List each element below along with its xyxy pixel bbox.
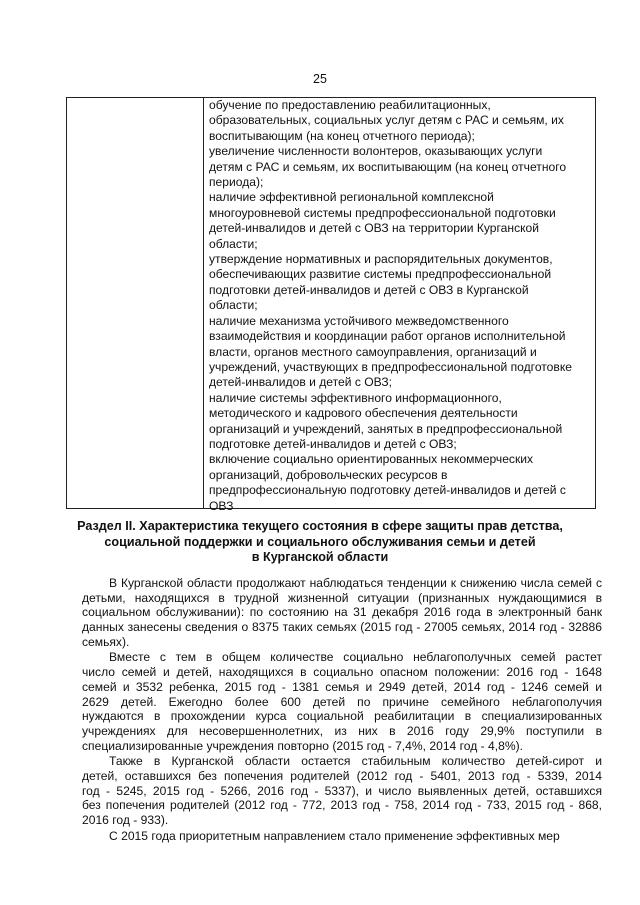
section-title-line: социальной поддержки и социального обслуживания семьи и детей — [104, 534, 536, 549]
table-text-line: области; — [209, 236, 258, 251]
page-number: 25 — [313, 72, 327, 86]
paragraph-line: С 2015 года приоритетным направлением стало применение эффективных мер — [109, 828, 560, 843]
table-text-line: увеличение численности волонтеров, оказывающих услуги — [209, 144, 543, 159]
table-text-line: подготовки детей-инвалидов и детей с ОВЗ в Курганской — [209, 282, 529, 297]
paragraph-line: 2629 детей. Ежегодно более 600 детей по причине семейного неблагополучия — [82, 694, 602, 709]
paragraph-line: год - 5245, 2015 год - 5266, 2016 год - 5337), и число выявленных детей, оставшихся — [82, 783, 602, 798]
paragraph — [82, 754, 602, 827]
table-text-line: подготовке детей-инвалидов и детей с ОВЗ; — [209, 436, 457, 451]
paragraph-line: число семей и детей, находящихся в социально опасном положении: 2016 год - 1648 — [82, 665, 602, 680]
paragraph-line: 2016 год - 933). — [82, 813, 169, 827]
table-text-line: детей-инвалидов и детей с ОВЗ на территории Курганской — [209, 221, 540, 236]
table-text-line: области; — [209, 298, 258, 313]
table-text-line: детям с РАС и семьям, их воспитывающим (на конец отчетного — [209, 159, 567, 174]
table-text-line: включение социально ориентированных некоммерческих — [209, 452, 534, 467]
table-text-line: обеспечивающих развитие системы предпрофессиональной — [209, 267, 552, 282]
paragraph-line: учреждениях для несовершеннолетних, из них в 2016 году 29,9% поступили в — [82, 723, 602, 738]
paragraph-line: данных занесены сведения о 8375 таких семьях (2015 год - 27005 семьях, 2014 год - 32886 — [82, 620, 602, 635]
paragraph-line: Вместе с тем в общем количестве социально неблагополучных семей растет — [109, 650, 602, 665]
table-text-line: предпрофессиональную подготовку детей-инвалидов и детей с — [209, 483, 566, 498]
table-text-line: образовательных, социальных услуг детям с РАС и семьям, их — [209, 113, 564, 128]
table-text-line: обучение по предоставлению реабилитационных, — [209, 98, 491, 112]
table-right-cell — [209, 98, 591, 514]
paragraph-line: специализированные учреждения повторно (2015 год - 7,4%, 2014 год - 4,8%). — [82, 738, 523, 753]
section-title — [40, 519, 600, 566]
table-text-line: воспитывающим (на конец отчетного периода); — [209, 128, 475, 143]
table-text-line: наличие эффективной региональной комплексной — [209, 190, 494, 205]
paragraph-line: детьми, находящихся в трудной жизненной ситуации (признанных нуждающимися в — [82, 590, 602, 605]
table-left-cell — [67, 98, 204, 508]
table-text-line: организаций, добровольческих ресурсов в — [209, 467, 448, 482]
table-text-line: ОВЗ — [209, 498, 234, 513]
paragraph-line: социальном обслуживании): по состоянию на 31 декабря 2016 года в электронный банк — [82, 605, 602, 620]
table-text-line: периода); — [209, 175, 264, 190]
paragraph-line: Также в Курганской области остается стабильным количество детей-сирот и — [109, 754, 602, 769]
paragraph-line: В Курганской области продолжают наблюдаться тенденции к снижению числа семей с — [109, 576, 602, 590]
table-text-line: методического и кадрового обеспечения деятельности — [209, 406, 518, 421]
body-text — [82, 576, 602, 844]
table-text-line: власти, органов местного самоуправления, организаций и — [209, 344, 537, 359]
paragraph-line: детей, оставшихся без попечения родителей (2012 год - 5401, 2013 год - 5339, 2014 — [82, 768, 602, 783]
table-text-line: многоуровневой системы предпрофессиональной подготовки — [209, 205, 556, 220]
paragraph — [82, 576, 602, 649]
table-text-line: утверждение нормативных и распорядительных документов, — [209, 252, 553, 267]
table-text-line: наличие системы эффективного информационного, — [209, 390, 502, 405]
table-text-line: взаимодействия и координации работ органов исполнительной — [209, 329, 566, 344]
section-title-line: в Курганской области — [251, 550, 389, 564]
section-title-line: Раздел II. Характеристика текущего состояния в сфере защиты прав детства, — [77, 519, 563, 533]
table-text-line: организаций и учреждений, занятых в предпрофессиональной — [209, 421, 563, 436]
table-text-line: детей-инвалидов и детей с ОВЗ; — [209, 375, 393, 390]
paragraph — [82, 829, 602, 844]
paragraph-line: семьях). — [82, 634, 130, 649]
paragraph-line: без попечения родителей (2012 год - 772, 2013 год - 758, 2014 год - 733, 2015 год - 868, — [82, 798, 602, 813]
table-text-line: наличие механизма устойчивого межведомственного — [209, 313, 509, 328]
paragraph-line: семей и 3532 ребенка, 2015 год - 1381 семья и 2949 детей, 2014 год - 1246 семей и — [82, 679, 602, 694]
indicators-table — [66, 97, 596, 513]
paragraph-line: нуждаются в прохождении курса социальной реабилитации в специализированных — [82, 709, 602, 724]
paragraph — [82, 650, 602, 753]
table-text-line: учреждений, участвующих в предпрофессиональной подготовке — [209, 359, 572, 374]
